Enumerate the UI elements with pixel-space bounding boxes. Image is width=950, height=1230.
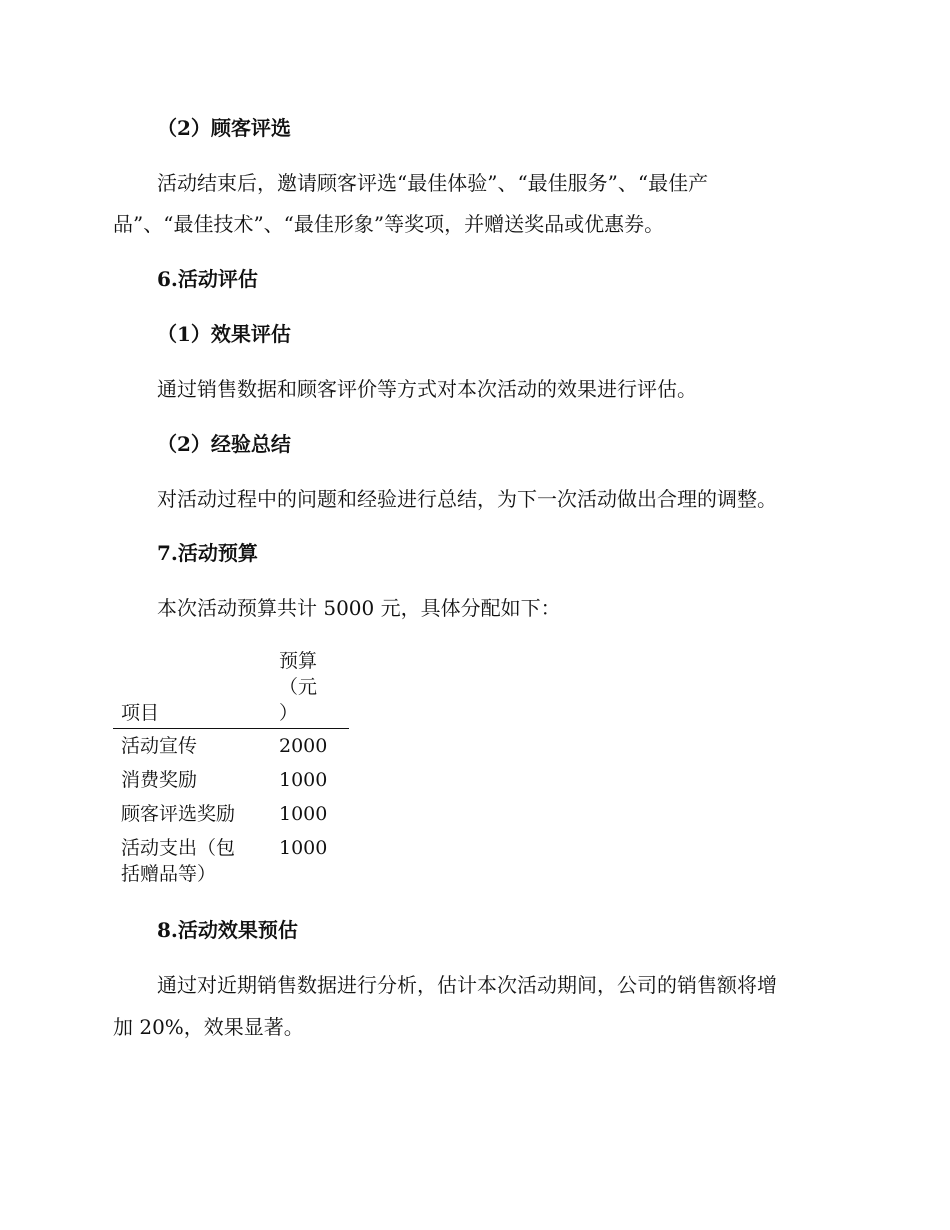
paragraph-customer-vote-line-1: 活动结束后，邀请顾客评选“最佳体验”、“最佳服务”、“最佳产 — [157, 171, 709, 195]
table-row — [113, 831, 349, 891]
cell-item: 活动宣传 — [121, 735, 198, 757]
heading-effect-forecast: 8.活动效果预估 — [157, 918, 298, 942]
budget-table — [113, 648, 349, 891]
header-budget-line-1: 预算 — [279, 650, 318, 672]
subheading-experience-summary: （2）经验总结 — [157, 432, 291, 456]
table-row — [113, 763, 349, 797]
paragraph-effect-evaluation: 通过销售数据和顾客评价等方式对本次活动的效果进行评估。 — [157, 377, 697, 401]
cell-budget: 2000 — [279, 735, 328, 757]
cell-item: 消费奖励 — [121, 769, 198, 791]
header-budget-line-3: ） — [279, 702, 299, 724]
cell-item: 顾客评选奖励 — [121, 803, 236, 825]
budget-table-header-row — [113, 648, 349, 729]
cell-budget: 1000 — [279, 837, 328, 859]
cell-budget: 1000 — [279, 803, 328, 825]
header-item: 项目 — [113, 648, 271, 729]
table-row — [113, 729, 349, 764]
paragraph-budget-intro: 本次活动预算共计 5000 元，具体分配如下： — [157, 596, 561, 620]
heading-activity-budget: 7.活动预算 — [157, 541, 258, 565]
header-budget — [271, 648, 349, 729]
subheading-effect-evaluation: （1）效果评估 — [157, 322, 291, 346]
cell-budget: 1000 — [279, 769, 328, 791]
header-budget-line-2: （元 — [279, 676, 318, 698]
cell-item — [113, 831, 271, 891]
subheading-customer-vote: （2）顾客评选 — [157, 116, 291, 140]
paragraph-forecast-line-1: 通过对近期销售数据进行分析，估计本次活动期间，公司的销售额将增 — [157, 973, 777, 997]
paragraph-experience-summary: 对活动过程中的问题和经验进行总结，为下一次活动做出合理的调整。 — [157, 487, 777, 511]
table-row — [113, 797, 349, 831]
paragraph-forecast-line-2: 加 20%，效果显著。 — [113, 1015, 304, 1039]
paragraph-customer-vote-line-2: 品”、“最佳技术”、“最佳形象”等奖项，并赠送奖品或优惠券。 — [113, 212, 665, 236]
heading-activity-evaluation: 6.活动评估 — [157, 267, 258, 291]
cell-item-line-1: 活动支出（包 — [121, 837, 236, 859]
cell-item-line-2: 括赠品等） — [121, 863, 217, 885]
